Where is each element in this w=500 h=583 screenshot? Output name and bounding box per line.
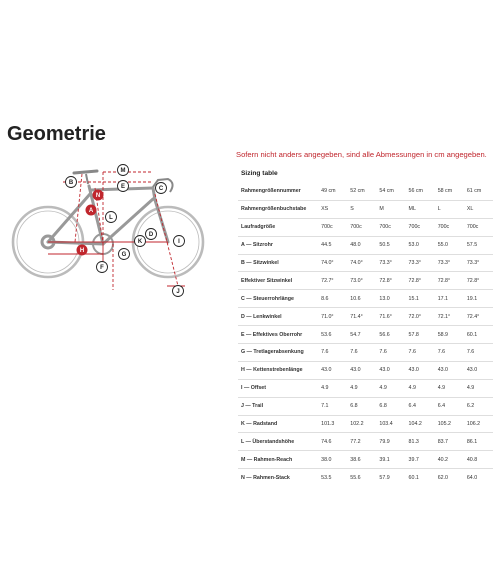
table-cell: 72.1° (435, 308, 464, 326)
table-cell: 50.5 (376, 236, 405, 254)
table-cell: 6.8 (347, 397, 376, 415)
table-cell: 81.3 (406, 433, 435, 451)
table-row (238, 290, 493, 308)
table-cell: 53.6 (318, 326, 347, 344)
table-cell: 74.0° (347, 254, 376, 272)
table-cell: 73.3° (376, 254, 405, 272)
table-cell: 56 cm (406, 183, 435, 200)
table-cell: 55.6 (350, 474, 361, 481)
table-cell: 71.6° (376, 308, 405, 326)
marker-n (93, 190, 104, 201)
table-cell: 60.1 (464, 326, 493, 344)
table-cell: 7.6 (347, 344, 376, 362)
marker-b (66, 177, 77, 188)
table-cell: 64.0 (466, 474, 478, 481)
table-row (238, 397, 493, 415)
svg-text:N: N (95, 193, 101, 200)
table-cell: 72.0° (406, 308, 435, 326)
svg-text:I: I (178, 239, 180, 246)
table-cell: 74.6 (318, 433, 347, 451)
table-cell: 44.5 (318, 236, 347, 254)
row-label: B — Sitzwinkel (238, 254, 318, 272)
table-cell: 19.1 (464, 290, 493, 308)
table-cell: 57.8 (406, 326, 435, 344)
row-label: M — Rahmen-Reach (238, 451, 318, 469)
table-cell: 73.0° (347, 272, 376, 290)
table-row (238, 451, 493, 469)
row-label: I — Offset (238, 379, 318, 397)
table-cell: 6.8 (376, 397, 405, 415)
table-cell: 53.5 (321, 474, 332, 481)
row-label: E — Effektives Oberrohr (238, 326, 318, 344)
table-cell: 55.0 (435, 236, 464, 254)
table-cell: 103.4 (376, 415, 405, 433)
table-cell: ML (406, 200, 435, 218)
svg-text:G: G (121, 252, 127, 259)
sizing-table-label: Sizing table (241, 170, 278, 177)
table-cell: 79.9 (376, 433, 405, 451)
svg-text:J: J (176, 289, 180, 296)
table-cell: 56.6 (376, 326, 405, 344)
marker-m (118, 165, 129, 176)
table-cell: 17.1 (435, 290, 464, 308)
svg-text:B: B (68, 180, 74, 187)
row-label: N — Rahmen-Stack (241, 474, 290, 481)
table-cell: 38.0 (318, 451, 347, 469)
table-cell: 71.4° (347, 308, 376, 326)
table-cell: 700c (406, 218, 435, 236)
table-cell: 4.9 (376, 379, 405, 397)
table-cell: 49 cm (318, 183, 347, 200)
table-cell: 101.3 (318, 415, 347, 433)
svg-text:M: M (120, 168, 126, 175)
table-cell: 72.8° (406, 272, 435, 290)
table-row (238, 344, 493, 362)
svg-text:A: A (88, 208, 94, 215)
table-cell: 72.8° (435, 272, 464, 290)
table-cell: 4.9 (464, 379, 493, 397)
table-cell: 7.1 (318, 397, 347, 415)
table-cell: 77.2 (347, 433, 376, 451)
table-cell: 73.3° (406, 254, 435, 272)
table-cell: 104.2 (406, 415, 435, 433)
table-row (238, 379, 493, 397)
table-row (238, 254, 493, 272)
row-label: Rahmengrößennummer (238, 183, 318, 200)
table-cell: 57.9 (379, 474, 390, 481)
table-cell: 43.0 (464, 361, 493, 379)
table-cell: 72.7° (318, 272, 347, 290)
svg-text:H: H (79, 248, 85, 255)
svg-text:F: F (100, 265, 104, 272)
marker-k (135, 236, 146, 247)
table-cell: 15.1 (406, 290, 435, 308)
table-row (238, 236, 493, 254)
table-cell: 4.9 (347, 379, 376, 397)
table-cell: 40.2 (435, 451, 464, 469)
table-cell: 43.0 (435, 361, 464, 379)
table-cell: 39.1 (376, 451, 405, 469)
table-cell: 86.1 (464, 433, 493, 451)
table-cell: 38.6 (347, 451, 376, 469)
table-cell: 4.9 (435, 379, 464, 397)
table-row (238, 200, 493, 218)
table-cell: 43.0 (347, 361, 376, 379)
row-label: K — Radstand (238, 415, 318, 433)
table-cell: 40.8 (464, 451, 493, 469)
table-cell: 7.6 (318, 344, 347, 362)
table-cell: 72.8° (376, 272, 405, 290)
table-row (238, 308, 493, 326)
marker-d (146, 229, 157, 240)
row-label: Laufradgröße (238, 218, 318, 236)
table-cell: S (347, 200, 376, 218)
table-cell: 105.2 (435, 415, 464, 433)
marker-c (156, 183, 167, 194)
table-cell: 53.0 (406, 236, 435, 254)
table-cell: 10.6 (347, 290, 376, 308)
table-row (238, 415, 493, 433)
table-cell: 6.4 (406, 397, 435, 415)
table-cell: 60.1 (408, 474, 419, 481)
table-cell: 52 cm (347, 183, 376, 200)
svg-text:C: C (158, 186, 164, 193)
table-cell: 700c (464, 218, 493, 236)
table-cell: 54 cm (376, 183, 405, 200)
row-label: A — Sitzrohr (238, 236, 318, 254)
table-cell: 54.7 (347, 326, 376, 344)
table-cell: 700c (347, 218, 376, 236)
row-label: C — Steuerrohrlänge (238, 290, 318, 308)
geometry-table (238, 183, 493, 486)
table-row (238, 469, 493, 486)
table-cell: 62.0 (437, 474, 448, 481)
table-cell: 8.6 (318, 290, 347, 308)
marker-h (77, 245, 88, 256)
table-row (238, 326, 493, 344)
table-cell: 58 cm (435, 183, 464, 200)
row-label: Rahmengrößenbuchstabe (238, 200, 318, 218)
table-cell: 700c (318, 218, 347, 236)
table-cell: 700c (435, 218, 464, 236)
table-cell: 43.0 (406, 361, 435, 379)
table-cell: L (435, 200, 464, 218)
table-cell: 7.6 (376, 344, 405, 362)
table-cell: 6.4 (435, 397, 464, 415)
table-cell: 4.9 (406, 379, 435, 397)
page-title: Geometrie (7, 123, 106, 145)
table-cell: 83.7 (435, 433, 464, 451)
row-label: J — Trail (238, 397, 318, 415)
table-cell: 39.7 (406, 451, 435, 469)
table-cell: 700c (376, 218, 405, 236)
table-cell: 106.2 (464, 415, 493, 433)
table-cell: XL (464, 200, 493, 218)
table-cell: M (376, 200, 405, 218)
svg-text:K: K (137, 239, 143, 246)
units-note: Sofern nicht anders angegeben, sind alle Abmessungen in cm angegeben. (236, 150, 487, 159)
svg-text:E: E (120, 184, 126, 191)
table-cell: 72.8° (464, 272, 493, 290)
table-cell: 57.5 (464, 236, 493, 254)
svg-text:D: D (148, 232, 154, 239)
marker-g (119, 249, 130, 260)
marker-j (173, 286, 184, 297)
table-row (238, 183, 493, 200)
table-row (238, 361, 493, 379)
table-cell: 4.9 (318, 379, 347, 397)
table-cell: 72.4° (464, 308, 493, 326)
table-cell: 74.0° (318, 254, 347, 272)
svg-text:L: L (109, 215, 113, 222)
table-cell: 48.0 (347, 236, 376, 254)
table-row (238, 272, 493, 290)
table-cell: 43.0 (376, 361, 405, 379)
table-row (238, 433, 493, 451)
table-cell: 7.6 (406, 344, 435, 362)
table-cell: 7.6 (435, 344, 464, 362)
marker-l (106, 212, 117, 223)
table-cell: 71.0° (318, 308, 347, 326)
marker-a (86, 205, 97, 216)
table-cell: 7.6 (464, 344, 493, 362)
row-label: H — Kettenstrebenlänge (238, 361, 318, 379)
table-cell: 102.2 (347, 415, 376, 433)
row-label: G — Tretlagerabsenkung (238, 344, 318, 362)
row-label: L — Überstandshöhe (238, 433, 318, 451)
marker-i (174, 236, 185, 247)
table-cell: 61 cm (464, 183, 493, 200)
table-cell: 58.9 (435, 326, 464, 344)
row-label: Effektiver Sitzwinkel (238, 272, 318, 290)
table-cell: 73.3° (464, 254, 493, 272)
table-cell: XS (318, 200, 347, 218)
table-cell: 6.2 (464, 397, 493, 415)
table-cell: 73.3° (435, 254, 464, 272)
table-row (238, 218, 493, 236)
table-cell: 13.0 (376, 290, 405, 308)
table-cell: 43.0 (318, 361, 347, 379)
row-label: D — Lenkwinkel (238, 308, 318, 326)
bike-geometry-diagram (0, 150, 236, 300)
marker-f (97, 262, 108, 273)
marker-e (118, 181, 129, 192)
